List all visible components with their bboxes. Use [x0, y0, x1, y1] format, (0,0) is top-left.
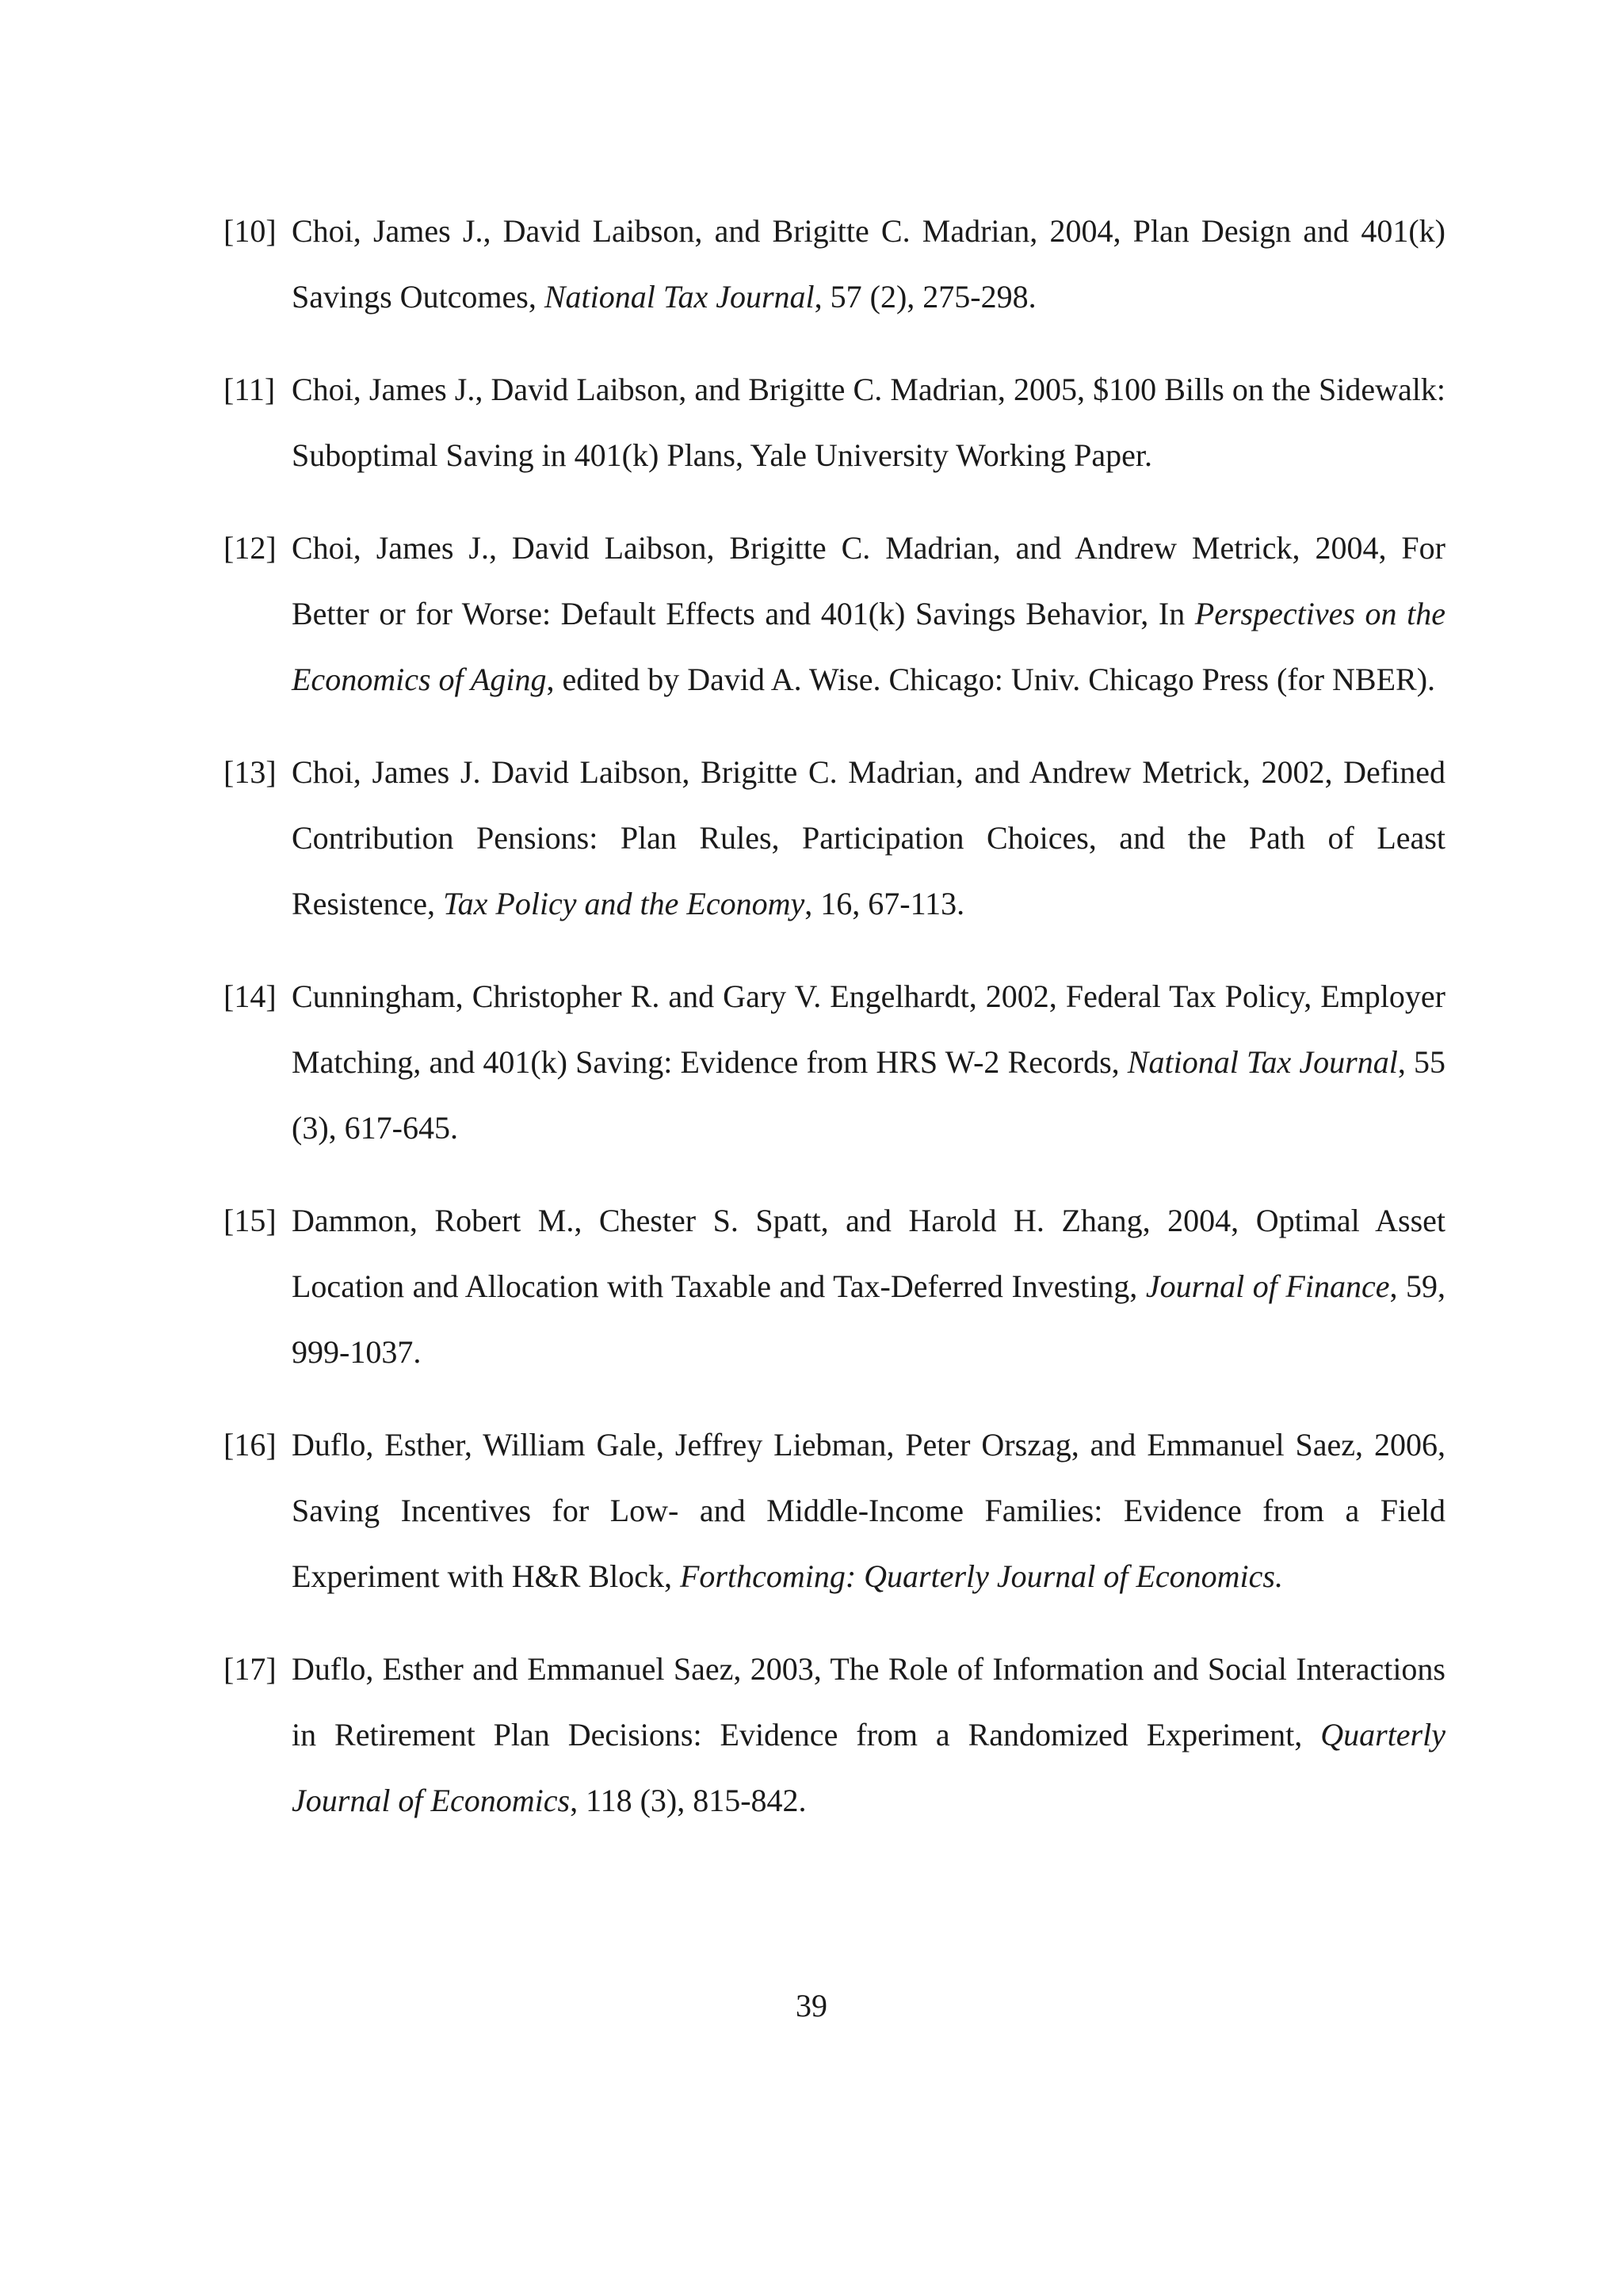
reference-list — [223, 198, 1445, 1860]
reference-item — [223, 1636, 1445, 1833]
reference-text: Choi, James J., David Laibson, Brigitte C. Madrian, and Andrew Metrick, 2004, For Better or for Worse: Default Effects and 401(k) Savings Behavior, In Perspectives on the Economics of Aging, edited by David A. Wise. Chicago: Univ. Chicago Press (for NBER). — [292, 530, 1445, 697]
reference-number: [10] — [223, 213, 277, 249]
reference-text: Choi, James J., David Laibson, and Brigitte C. Madrian, 2004, Plan Design and 401(k) Savings Outcomes, National Tax Journal, 57 (2), 275-298. — [292, 213, 1445, 315]
reference-text: Choi, James J., David Laibson, and Brigitte C. Madrian, 2005, $100 Bills on the Sidewalk: Suboptimal Saving in 401(k) Plans, Yale University Working Paper. — [292, 372, 1445, 473]
reference-number: [11] — [223, 372, 276, 407]
publication-title: National Tax Journal — [1127, 1044, 1398, 1080]
reference-number: [13] — [223, 754, 277, 790]
reference-text: Choi, James J. David Laibson, Brigitte C. Madrian, and Andrew Metrick, 2002, Defined Contribution Pensions: Plan Rules, Participation Choices, and the Path of Least Resistence, Tax Policy and the Economy, 16, 67-113. — [292, 754, 1445, 921]
publication-title: Tax Policy and the Economy — [443, 886, 805, 921]
publication-title: Journal of Finance — [1145, 1268, 1390, 1304]
reference-item — [223, 1412, 1445, 1609]
reference-text: Duflo, Esther, William Gale, Jeffrey Liebman, Peter Orszag, and Emmanuel Saez, 2006, Saving Incentives for Low- and Middle-Income Families: Evidence from a Field Experiment with H&R Block, Forthcoming: Quarterly Journal of Economics. — [292, 1427, 1445, 1594]
reference-text: Dammon, Robert M., Chester S. Spatt, and Harold H. Zhang, 2004, Optimal Asset Location and Allocation with Taxable and Tax-Deferred Investing, Journal of Finance, 59, 999-1037. — [292, 1203, 1445, 1370]
publication-title: National Tax Journal — [544, 279, 815, 315]
reference-item — [223, 1188, 1445, 1385]
reference-number: [16] — [223, 1427, 277, 1463]
reference-text: Duflo, Esther and Emmanuel Saez, 2003, The Role of Information and Social Interactions in Retirement Plan Decisions: Evidence from a Randomized Experiment, Quarterly Journal of Economics, 118 (3), 815-842. — [292, 1651, 1445, 1818]
reference-item — [223, 515, 1445, 712]
publication-title: Forthcoming: Quarterly Journal of Economics. — [679, 1558, 1283, 1594]
reference-text: Cunningham, Christopher R. and Gary V. Engelhardt, 2002, Federal Tax Policy, Employer Matching, and 401(k) Saving: Evidence from HRS W-2 Records, National Tax Journal, 55 (3), 617-645. — [292, 978, 1446, 1146]
page-number: 39 — [796, 1988, 827, 2023]
reference-number: [12] — [223, 530, 277, 566]
reference-number: [17] — [223, 1651, 277, 1687]
reference-item — [223, 198, 1445, 330]
publication-title: Quarterly Journal of Economics — [292, 1717, 1445, 1818]
reference-item — [223, 739, 1445, 936]
reference-number: [14] — [223, 978, 277, 1014]
reference-item — [223, 963, 1445, 1161]
reference-item — [223, 357, 1445, 488]
reference-number: [15] — [223, 1203, 277, 1238]
publication-title: Perspectives on the Economics of Aging — [292, 596, 1445, 697]
